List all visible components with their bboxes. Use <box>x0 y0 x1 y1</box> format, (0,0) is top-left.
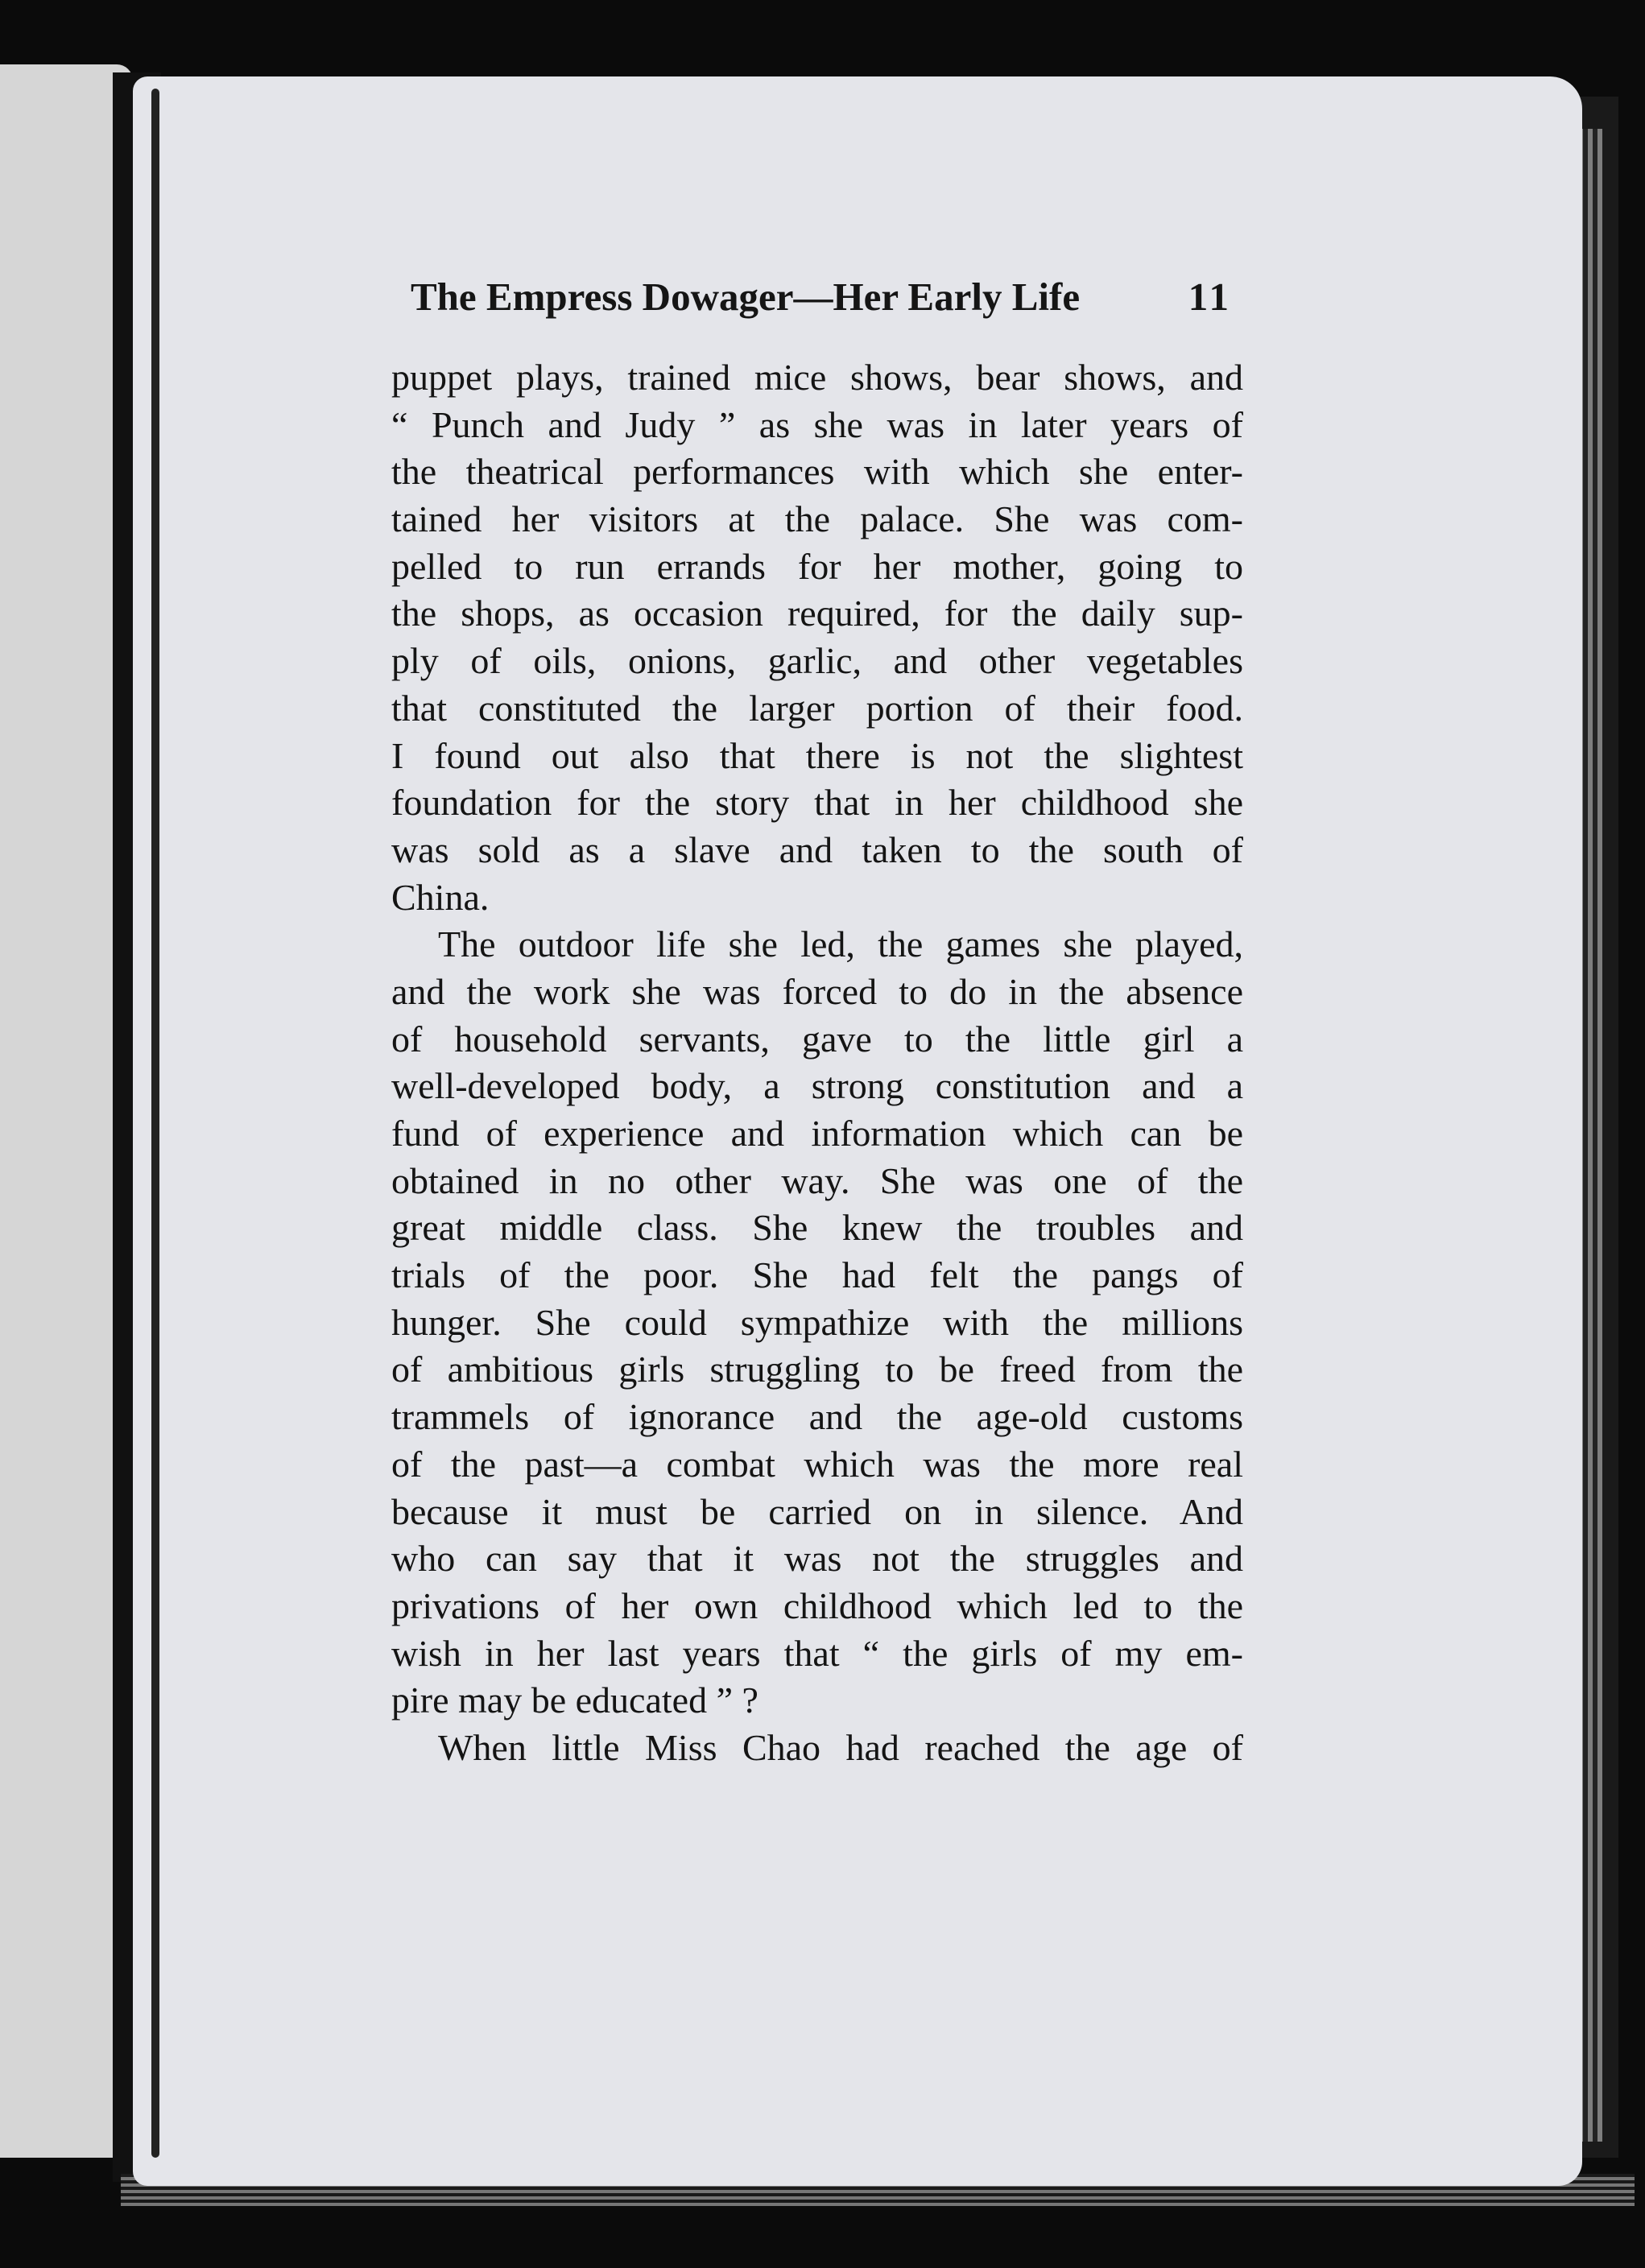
paragraph <box>391 1725 1243 1772</box>
text-line: When little Miss Chao had reached the age of <box>438 1726 1243 1768</box>
page-body <box>391 354 1243 1772</box>
text-line: who can say that it was not the struggles and <box>391 1538 1243 1580</box>
text-line: fund of experience and information which can be <box>391 1113 1243 1154</box>
text-line: foundation for the story that in her childhood she <box>391 782 1243 824</box>
text-line: great middle class. She knew the troubles and <box>391 1207 1243 1249</box>
text-line: tained her visitors at the palace. She was com- <box>391 498 1243 540</box>
page-number: 11 <box>1188 275 1232 319</box>
text-line: was sold as a slave and taken to the south of <box>391 828 1243 870</box>
text-line: the theatrical performances with which she enter- <box>391 451 1243 493</box>
text-line: wish in her last years that “ the girls of my em- <box>391 1632 1243 1674</box>
text-line: that constituted the larger portion of their food. <box>391 687 1243 729</box>
text-line: pire may be educated ” ? <box>391 1679 758 1721</box>
text-line: puppet plays, trained mice shows, bear shows, and <box>391 357 1243 398</box>
text-line: ply of oils, onions, garlic, and other vegetables <box>391 640 1243 682</box>
text-line: hunger. She could sympathize with the millions <box>391 1301 1243 1343</box>
text-line: “ Punch and Judy ” as she was in later years of <box>391 403 1243 445</box>
text-line: trammels of ignorance and the age-old customs <box>391 1396 1243 1438</box>
text-line: privations of her own childhood which led to the <box>391 1584 1243 1626</box>
text-line: The outdoor life she led, the games she played, <box>438 923 1243 965</box>
text-line: of ambitious girls struggling to be freed from the <box>391 1349 1243 1390</box>
text-line: and the work she was forced to do in the absence <box>391 970 1243 1012</box>
text-line: well-developed body, a strong constitution and a <box>391 1065 1243 1107</box>
text-line: trials of the poor. She had felt the pangs of <box>391 1254 1243 1296</box>
text-line: I found out also that there is not the slightest <box>391 734 1243 776</box>
text-line: the shops, as occasion required, for the daily sup- <box>391 593 1243 634</box>
paragraph <box>391 921 1243 1725</box>
text-line: obtained in no other way. She was one of the <box>391 1159 1243 1201</box>
text-line: China. <box>391 876 490 918</box>
text-line: of household servants, gave to the little girl a <box>391 1018 1243 1060</box>
running-header <box>411 274 1232 338</box>
text-line: pelled to run errands for her mother, going to <box>391 545 1243 587</box>
text-line: because it must be carried on in silence. And <box>391 1490 1243 1532</box>
text-line: of the past—a combat which was the more real <box>391 1443 1243 1485</box>
paragraph <box>391 354 1243 921</box>
page-gutter-line <box>151 89 159 2158</box>
running-header-title: The Empress Dowager—Her Early Life <box>411 275 1081 319</box>
